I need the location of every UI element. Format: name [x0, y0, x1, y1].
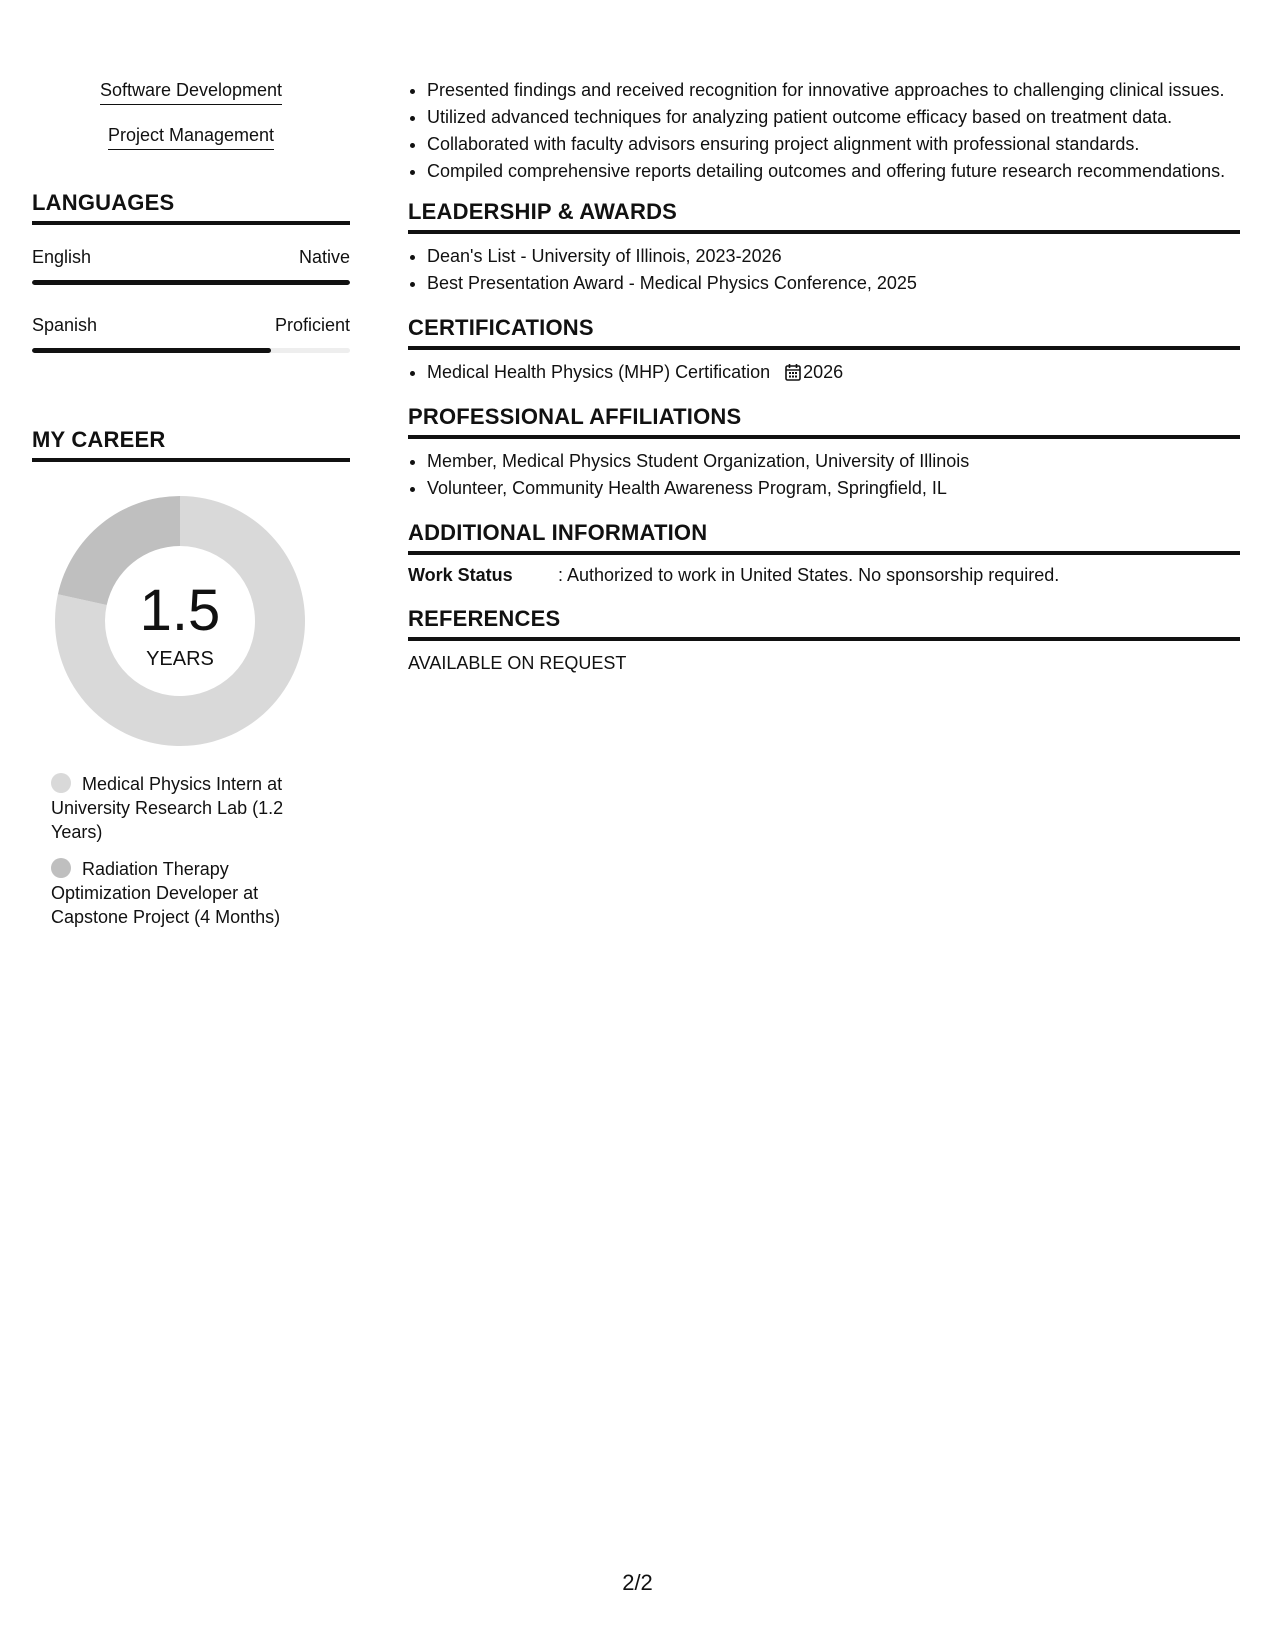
- legend-dot-icon: [51, 858, 71, 878]
- references-heading: REFERENCES: [408, 606, 1240, 641]
- references-text: AVAILABLE ON REQUEST: [408, 653, 627, 673]
- skill-tag: Software Development: [32, 80, 350, 105]
- languages-heading: LANGUAGES: [32, 190, 350, 225]
- language-bar-fill: [32, 348, 271, 353]
- calendar-icon: [785, 363, 801, 381]
- references-section: [408, 606, 1240, 674]
- certifications-section: [408, 315, 1240, 384]
- work-status-value: : Authorized to work in United States. No sponsorship required.: [558, 565, 1060, 585]
- language-bar: [32, 348, 350, 353]
- list-item: • Presented findings and received recognition for innovative approaches to challenging clinical issues.: [427, 78, 1240, 102]
- legend-label: Medical Physics Intern at University Research Lab (1.2 Years): [51, 774, 284, 842]
- career-heading: MY CAREER: [32, 427, 350, 462]
- certifications-heading: CERTIFICATIONS: [408, 315, 1240, 350]
- list-item: • Dean's List - University of Illinois, 2023-2026: [427, 244, 1240, 268]
- language-item: [32, 315, 350, 353]
- affiliations-section: [408, 404, 1240, 500]
- language-name: English: [32, 247, 92, 267]
- language-level: Native: [298, 247, 350, 267]
- additional-info-section: [408, 520, 1240, 586]
- list-item: • Collaborated with faculty advisors ensuring project alignment with professional standards.: [427, 132, 1240, 156]
- sidebar: [32, 80, 350, 942]
- language-bar-fill: [32, 280, 350, 285]
- page-number: 2/2: [622, 1570, 653, 1595]
- legend-dot-icon: [51, 773, 71, 793]
- skill-tag: Project Management: [32, 125, 350, 150]
- project-bullets: [408, 78, 1240, 183]
- career-legend: [51, 772, 311, 929]
- legend-item: [51, 857, 311, 929]
- list-item: • Best Presentation Award - Medical Physics Conference, 2025: [427, 271, 1240, 295]
- affiliations-heading: PROFESSIONAL AFFILIATIONS: [408, 404, 1240, 439]
- language-name: Spanish: [32, 315, 98, 335]
- career-unit: YEARS: [146, 648, 214, 670]
- certification-year: 2026: [803, 362, 844, 382]
- list-item: • Member, Medical Physics Student Organization, University of Illinois: [427, 449, 1240, 473]
- career-donut-chart: [55, 496, 305, 746]
- leadership-heading: LEADERSHIP & AWARDS: [408, 199, 1240, 234]
- main-content: [408, 78, 1240, 674]
- list-item: • Compiled comprehensive reports detailing outcomes and offering future research recommendations.: [427, 159, 1240, 183]
- legend-label: Radiation Therapy Optimization Developer at Capstone Project (4 Months): [51, 859, 281, 927]
- list-item: • Volunteer, Community Health Awareness Program, Springfield, IL: [427, 476, 1240, 500]
- career-total: 1.5: [139, 578, 221, 643]
- list-item: • Utilized advanced techniques for analyzing patient outcome efficacy based on treatment data.: [427, 105, 1240, 129]
- additional-info-heading: ADDITIONAL INFORMATION: [408, 520, 1240, 555]
- certification-name: Medical Health Physics (MHP) Certification: [427, 362, 771, 382]
- language-bar: [32, 280, 350, 285]
- language-level: Proficient: [274, 315, 350, 335]
- language-item: [32, 247, 350, 285]
- list-item: [427, 360, 1240, 384]
- legend-item: [51, 772, 311, 844]
- work-status-label: Work Status: [408, 565, 513, 585]
- leadership-section: [408, 199, 1240, 295]
